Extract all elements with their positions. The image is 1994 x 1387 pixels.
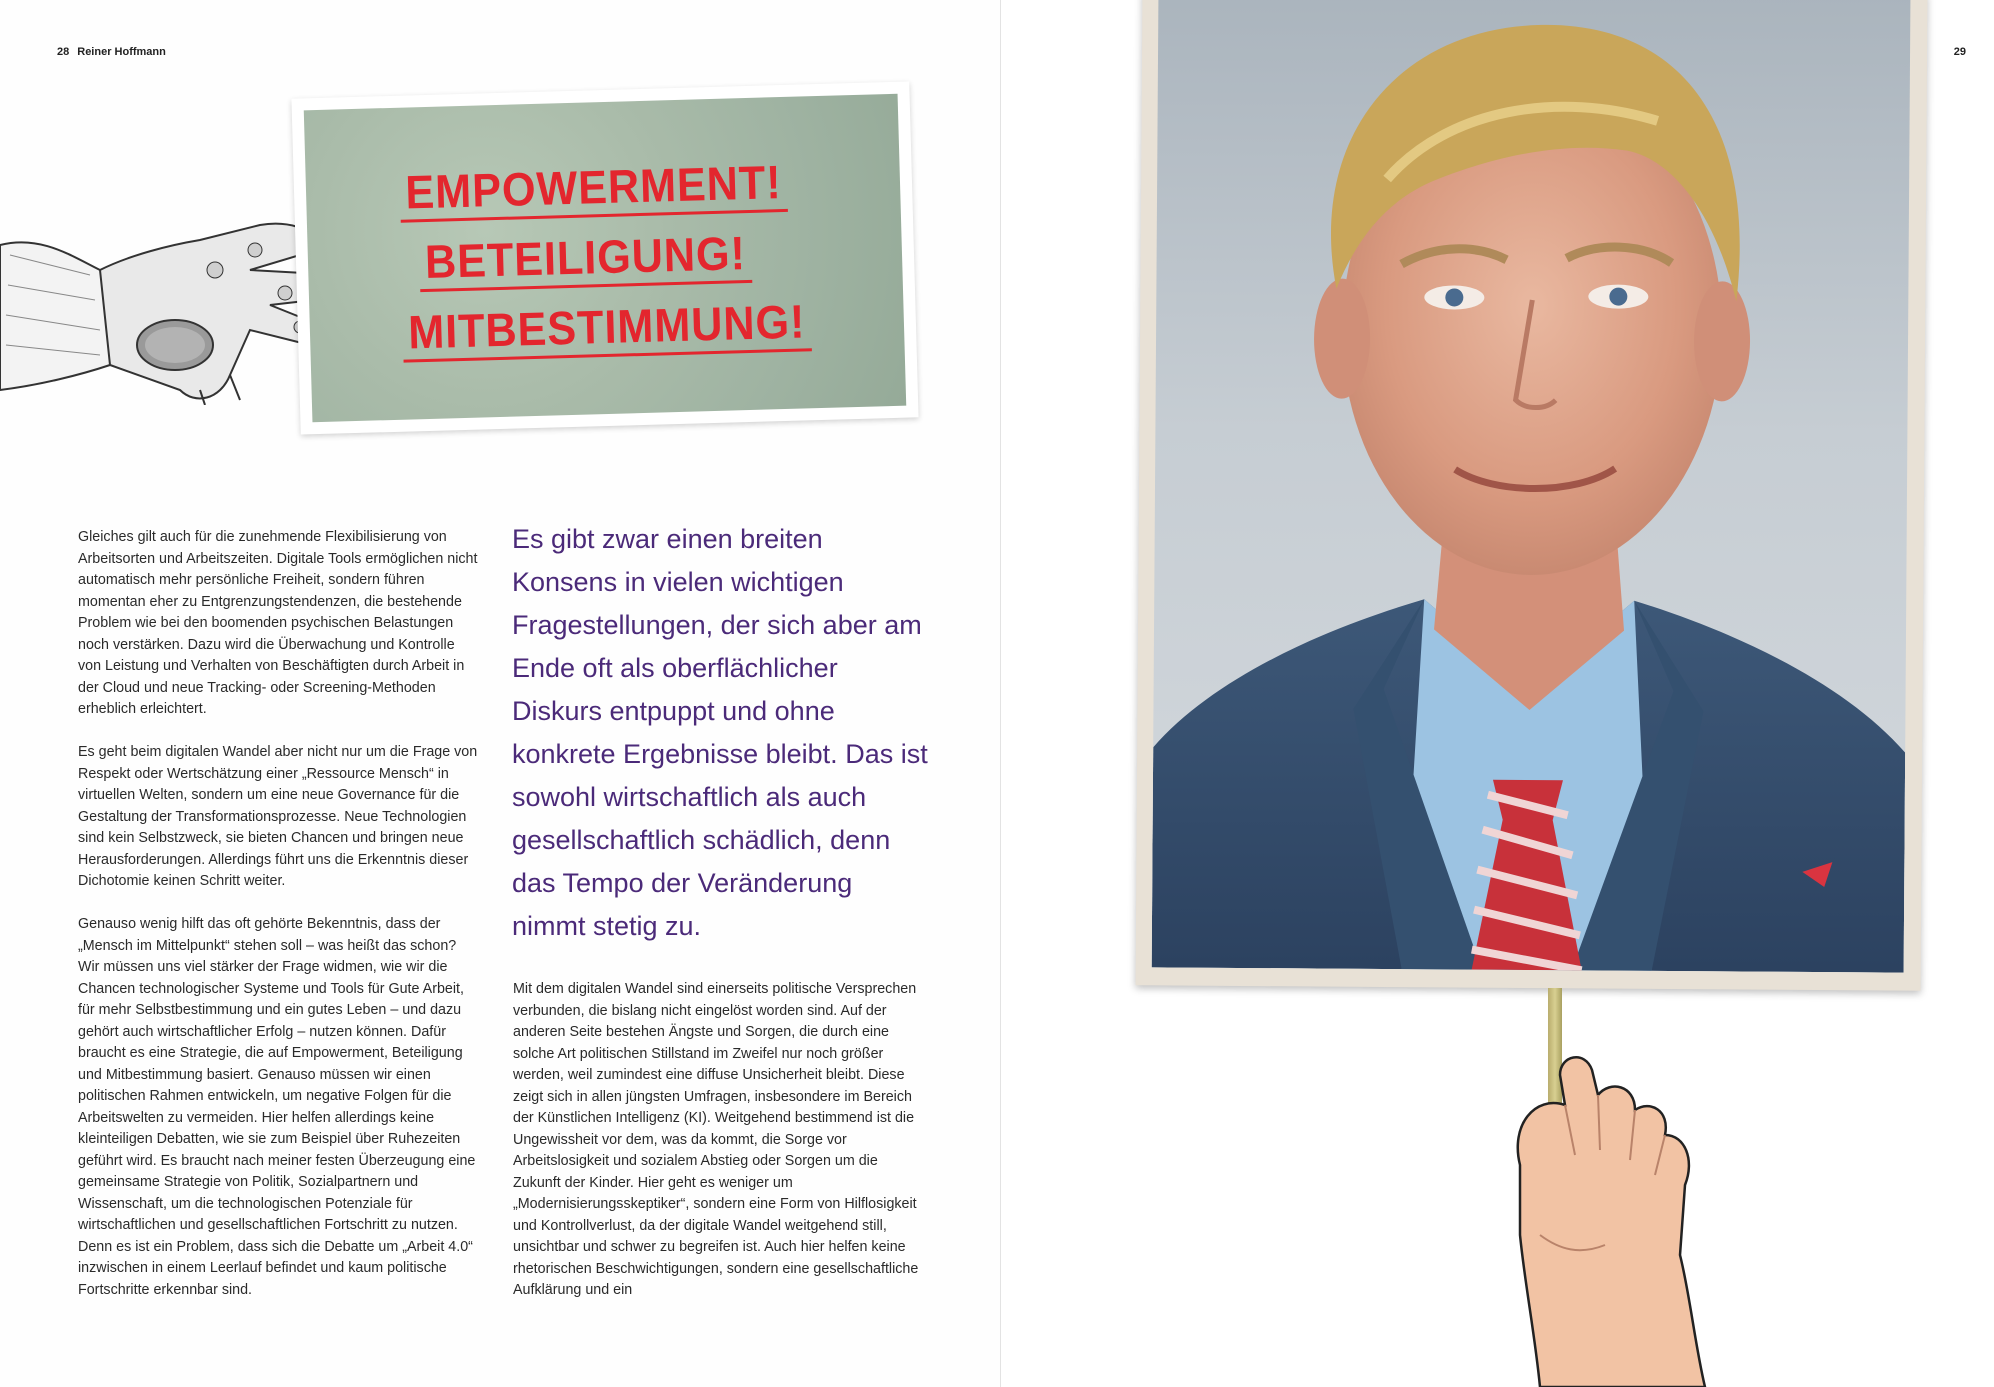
headline-mitbestimmung: MITBESTIMMUNG! xyxy=(402,293,812,362)
paragraph: Mit dem digitalen Wandel sind einerseits politische Versprechen verbunden, die bislang nicht eingelöst worden sind. Auf der anderen Seite bestehen Ängste und Sorgen, die durch eine solche Art politischen Stillstand im Zweifel nur noch größer werden, weil zumindest eine diffuse Unsicherheit bleibt. Diese zeigt sich in allen jüngsten Umfragen, insbesondere im Bereich der Künstlichen Intelligenz (KI). Weitgehend bestimmend ist die Ungewissheit vor dem, was da kommt, die Sorge vor Arbeitslosigkeit und sozialem Abstieg oder Sorgen um die Zukunft der Kinder. Hier geht es weniger um „Modernisierungsskeptiker“, sondern eine Form von Hilflosigkeit und Kontrollverlust, da der digitale Wandel weitgehend still, unsichtbar und schwer zu begreifen ist. Auch hier helfen keine rhetorischen Beschwichtigungen, sondern eine gesellschaftliche Aufklärung und ein xyxy=(513,981,919,1298)
headline-beteiligung: BETEILIGUNG! xyxy=(418,225,751,292)
paragraph: Es geht beim digitalen Wandel aber nicht nur um die Frage von Respekt oder Wertschätzung einer „Ressource Mensch“ in virtuellen Welten, sondern um eine neue Governance für die Gestaltung der Transformationsprozesse. Neue Technologien sind kein Selbstzweck, sie bieten Chancen und bringen neue Herausforderungen. Allerdings führt uns die Erkenntnis dieser Dichotomie keinen Schritt weiter. xyxy=(78,744,478,889)
pull-quote: Es gibt zwar einen breiten Konsens in vielen wichtigen Fragestellungen, der sich aber am Ende oft als oberflächlicher Diskurs entpuppt und ohne konkrete Ergebnisse bleibt. Das ist sowohl wirtschaftlich als auch gesellschaftlich schädlich, denn das Tempo der Veränderung nimmt stetig zu. xyxy=(512,524,928,941)
portrait-photo xyxy=(1152,0,1911,973)
paragraph: Gleiches gilt auch für die zunehmende Flexibilisierung von Arbeitsorten und Arbeitszeiten. Digitale Tools ermöglichen nicht automatisch mehr persönliche Freiheit, sondern führen momentan eher zu Entgrenzungstendenzen, die bestehende Problem wie bei den boomenden psychischen Belastungen noch verstärken. Dazu wird die Überwachung und Kontrolle von Leistung und Verhalten von Beschäftigten durch Arbeit in der Cloud und neue Tracking- oder Screening-Methoden erheblich erleichtert. xyxy=(78,529,478,717)
portrait-illustration xyxy=(1152,0,1911,973)
page-number-right: 29 xyxy=(1953,46,1966,58)
portrait-sign xyxy=(1136,0,1928,991)
headline-empowerment: EMPOWERMENT! xyxy=(399,154,788,223)
left-folio xyxy=(57,46,166,58)
paragraph: Genauso wenig hilft das oft gehörte Bekenntnis, dass der „Mensch im Mittelpunkt“ stehen soll – was heißt das schon? Wir müssen uns viel stärker der Frage widmen, wie wir die Chancen technologischer Systeme und Tools für Gute Arbeit, für mehr Selbstbestimmung und ein gutes Leben – und dazu gehört auch wirtschaftlicher Erfolg – nutzen können. Dafür braucht es eine Strategie, die auf Empowerment, Beteiligung und Mitbestimmung basiert. Genauso müssen wir einen politischen Rahmen entwickeln, um negative Folgen für die Arbeitswelten zu vermeiden. Hier helfen allerdings keine kleinteiligen Debatten, wie sie zum Beispiel über Ruhezeiten geführt wird. Es braucht nach meiner festen Überzeugung eine gemeinsame Strategie von Politik, Sozialpartnern und Wissenschaft, um die technologischen Potenziale für wirtschaftlichen und gesellschaftlichen Fortschritt zu nutzen. Denn es ist ein Problem, dass sich die Debatte um „Arbeit 4.0“ inzwischen in einem Leerlauf befindet und kaum politische Fortschritte erkennbar sind. xyxy=(78,916,476,1298)
body-column-right xyxy=(513,979,923,1323)
page-number-left: 28 xyxy=(57,46,70,58)
author-name: Reiner Hoffmann xyxy=(77,46,166,58)
headline-card xyxy=(291,81,918,434)
hand-holding-sign-illustration xyxy=(1480,1035,1710,1387)
card-surface xyxy=(304,94,906,422)
body-column-left xyxy=(78,527,478,1323)
